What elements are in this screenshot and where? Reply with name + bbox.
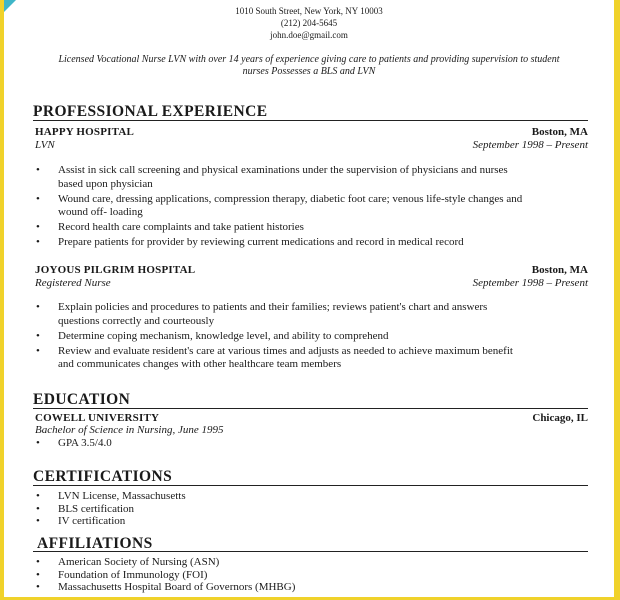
experience-heading: PROFESSIONAL EXPERIENCE <box>33 103 268 120</box>
list-item: • Massachusetts Hospital Board of Governors (MHBG) <box>36 581 366 595</box>
contact-address: 1010 South Street, New York, NY 10003 <box>235 6 383 16</box>
summary-line-2: nurses Possesses a BLS and LVN <box>242 66 376 77</box>
affiliations-divider <box>33 551 588 552</box>
experience-divider <box>33 120 588 121</box>
job-1-duties <box>36 164 526 251</box>
list-item: • Record health care complaints and take patient histories <box>36 221 526 235</box>
list-item: • Determine coping mechanism, knowledge level, and ability to comprehend <box>36 330 526 344</box>
job-1-location: Boston, MA <box>531 126 588 138</box>
list-item: • Prepare patients for provider by reviewing current medications and record in medical record <box>36 236 526 250</box>
list-item: • Wound care, dressing applications, compression therapy, diabetic foot care; venous life-style changes and wound off- loading <box>36 193 526 220</box>
education-org: COWELL UNIVERSITY <box>35 412 160 424</box>
contact-phone: (212) 204-5645 <box>280 18 338 28</box>
list-item: • LVN License, Massachusetts <box>36 490 366 504</box>
contact-email: john.doe@gmail.com <box>270 30 348 40</box>
resume-page <box>4 0 614 597</box>
education-heading: EDUCATION <box>33 391 131 408</box>
job-1-dates: September 1998 – Present <box>472 139 588 151</box>
affiliations-heading: AFFILIATIONS <box>37 535 153 552</box>
education-location: Chicago, IL <box>532 412 588 424</box>
education-divider <box>33 408 588 409</box>
list-item: • BLS certification <box>36 503 366 517</box>
certifications-heading: CERTIFICATIONS <box>33 468 173 485</box>
job-1-org: HAPPY HOSPITAL <box>35 126 135 138</box>
job-2-org: JOYOUS PILGRIM HOSPITAL <box>35 264 196 276</box>
list-item: • Review and evaluate resident's care at various times and adjusts as needed to achieve maximum benefit and communicates changes with other healthcare team members <box>36 345 526 372</box>
list-item: • American Society of Nursing (ASN) <box>36 556 366 570</box>
list-item: • GPA 3.5/4.0 <box>36 437 366 451</box>
certifications-divider <box>33 485 588 486</box>
affiliations-list <box>36 556 366 594</box>
summary-line-1: Licensed Vocational Nurse LVN with over 14 years of experience giving care to patients and providing supervision to student <box>58 54 560 65</box>
job-2-dates: September 1998 – Present <box>472 277 588 289</box>
list-item: • IV certification <box>36 515 366 529</box>
job-2-role: Registered Nurse <box>35 277 111 289</box>
list-item: • Explain policies and procedures to patients and their families; reviews patient's chart and answers questions correctly and courteously <box>36 301 526 328</box>
job-1-role: LVN <box>35 139 55 151</box>
list-item: • Assist in sick call screening and physical examinations under the supervision of physicians and nurses based upon physician <box>36 164 526 191</box>
certifications-list <box>36 490 366 528</box>
job-2-location: Boston, MA <box>531 264 588 276</box>
education-details <box>36 437 366 452</box>
job-2-duties <box>36 301 526 373</box>
list-item: • Foundation of Immunology (FOI) <box>36 569 366 583</box>
education-degree: Bachelor of Science in Nursing, June 1995 <box>35 424 224 436</box>
